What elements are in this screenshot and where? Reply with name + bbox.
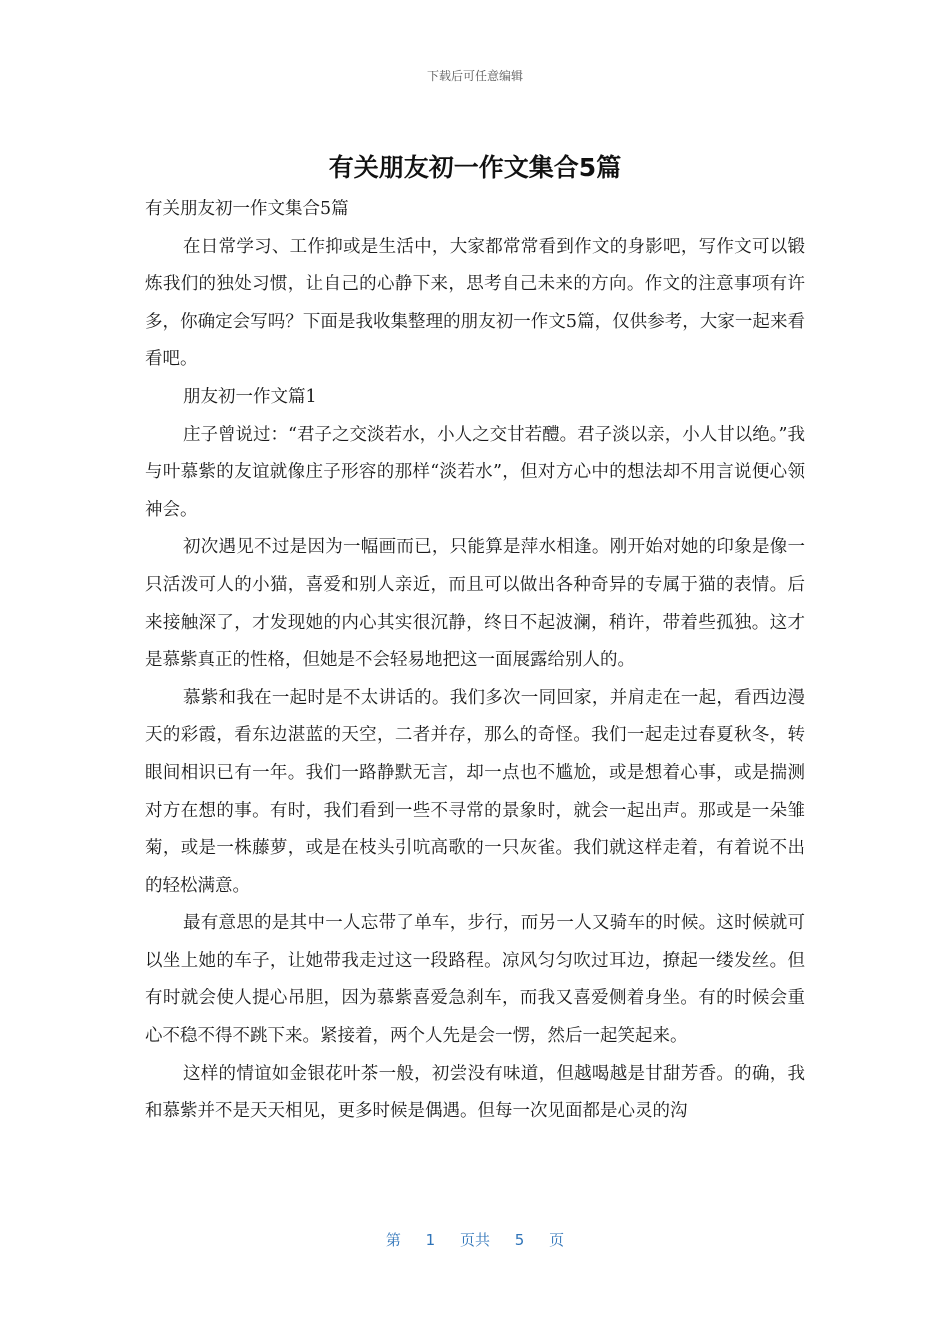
footer-suffix: 页	[549, 1231, 565, 1249]
body-paragraph: 这样的情谊如金银花叶茶一般，初尝没有味道，但越喝越是甘甜芳香。的确，我和慕紫并不是天天相见，更多时候是偶遇。但每一次见面都是心灵的沟	[145, 1063, 805, 1122]
section-heading: 朋友初一作文篇1	[183, 386, 317, 407]
body-paragraph: 庄子曾说过：“君子之交淡若水，小人之交甘若醴。君子淡以亲，小人甘以绝。”我与叶慕紫的友谊就像庄子形容的那样“淡若水”，但对方心中的想法却不用言说便心领神会。	[145, 424, 805, 520]
intro-paragraph: 在日常学习、工作抑或是生活中，大家都常常看到作文的身影吧，写作文可以锻炼我们的独处习惯，让自己的心静下来，思考自己未来的方向。作文的注意事项有许多，你确定会写吗？下面是我收集整理的朋友初一作文5篇，仅供参考，大家一起来看看吧。	[145, 236, 805, 370]
body-paragraph: 初次遇见不过是因为一幅画而已，只能算是萍水相逢。刚开始对她的印象是像一只活泼可人的小猫，喜爱和别人亲近，而且可以做出各种奇异的专属于猫的表情。后来接触深了，才发现她的内心其实很沉静，终日不起波澜，稍许，带着些孤独。这才是慕紫真正的性格，但她是不会轻易地把这一面展露给别人的。	[145, 537, 805, 671]
footer-total-pages: 5	[514, 1231, 525, 1249]
body-paragraph: 慕紫和我在一起时是不太讲话的。我们多次一同回家，并肩走在一起，看西边漫天的彩霞，看东边湛蓝的天空，二者并存，那么的奇怪。我们一起走过春夏秋冬，转眼间相识已有一年。我们一路静默无言，却一点也不尴尬，或是想着心事，或是揣测对方在想的事。有时，我们看到一些不寻常的景象时，就会一起出声。那或是一朵雏菊，或是一株藤萝，或是在枝头引吭高歌的一只灰雀。我们就这样走着，有着说不出的轻松满意。	[145, 687, 805, 896]
footer-middle: 页共	[459, 1231, 490, 1249]
document-title: 有关朋友初一作文集合5篇	[328, 153, 622, 182]
page-footer	[0, 1229, 950, 1250]
footer-page-number: 1	[425, 1231, 436, 1249]
body-paragraph: 最有意思的是其中一人忘带了单车，步行，而另一人又骑车的时候。这时候就可以坐上她的车子，让她带我走过这一段路程。凉风匀匀吹过耳边，撩起一缕发丝。但有时就会使人提心吊胆，因为慕紫喜爱急刹车，而我又喜爱侧着身坐。有的时候会重心不稳不得不跳下来。紧接着，两个人先是会一愣，然后一起笑起来。	[145, 913, 805, 1047]
subtitle-paragraph: 有关朋友初一作文集合5篇	[145, 199, 349, 219]
header-note: 下载后可任意编辑	[426, 69, 523, 83]
document-body	[145, 191, 805, 1131]
footer-prefix: 第	[385, 1231, 401, 1249]
